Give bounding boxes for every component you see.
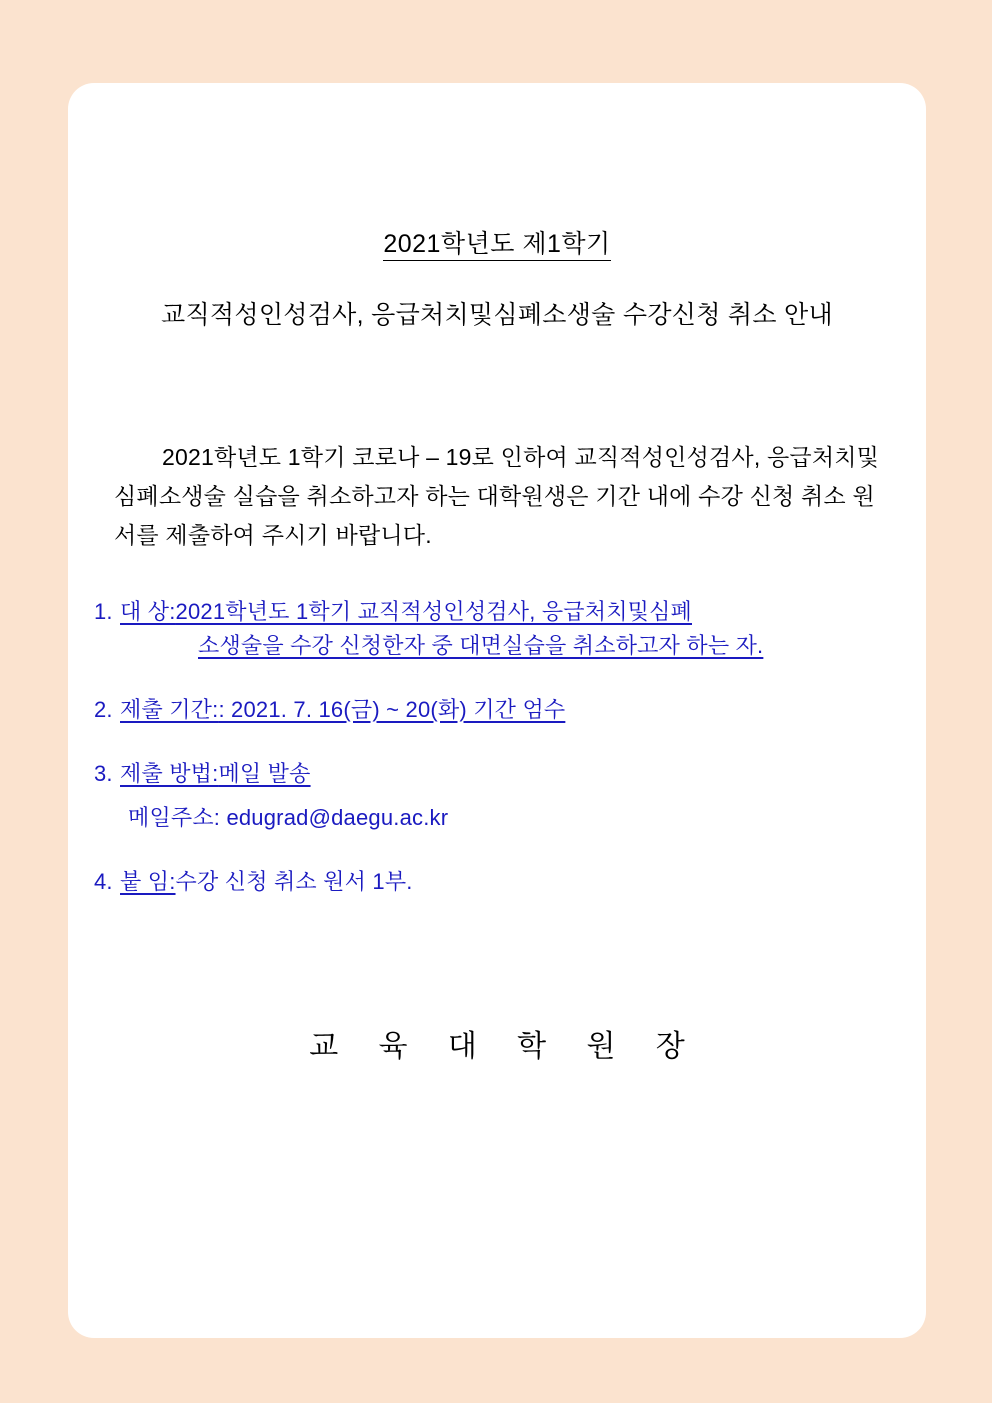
- item-3-mail-label: 메일주소:: [128, 805, 221, 830]
- intro-paragraph-text: 2021학년도 1학기 코로나 – 19로 인하여 교직적성인성검사, 응급처치및심폐소생술 실습을 취소하고자 하는 대학원생은 기간 내에 수강 신청 취소 원서를 제출하여 주시기 바랍니다.: [114, 444, 880, 548]
- document-title-secondary: 교직적성인성검사, 응급처치및심폐소생술 수강신청 취소 안내: [161, 301, 833, 329]
- item-3-value: 메일 발송: [218, 761, 311, 786]
- item-3-label: 제출 방법:: [120, 761, 219, 786]
- item-1-number: 1.: [94, 599, 113, 624]
- item-3-number: 3.: [94, 761, 113, 786]
- document-body: [68, 83, 926, 1338]
- item-3-mail-address[interactable]: edugrad@daegu.ac.kr: [226, 805, 449, 830]
- item-3-mail-line: [128, 801, 914, 835]
- document-title-primary: [68, 224, 926, 260]
- item-2-number: 2.: [94, 697, 113, 722]
- list-item-3: [94, 757, 914, 835]
- item-1-value-continued: 소생술을 수강 신청한자 중 대면실습을 취소하고자 하는 자.: [198, 633, 764, 658]
- item-2-label: 제출 기간:: [120, 697, 219, 722]
- list-item-4: [94, 865, 914, 899]
- item-1-value: 2021학년도 1학기 교직적성인성검사, 응급처치및심폐: [175, 599, 692, 624]
- items-list: [94, 595, 914, 925]
- list-item-1: [94, 595, 914, 663]
- item-4-number: 4.: [94, 869, 113, 894]
- intro-paragraph: [114, 438, 884, 555]
- document-title-primary-text: 2021학년도 제1학기: [383, 230, 610, 261]
- document-page: [68, 83, 926, 1338]
- signature-line: 교 육 대 학 원 장: [309, 1030, 701, 1063]
- item-4-label: 붙 임:: [120, 869, 176, 894]
- item-2-value: : 2021. 7. 16(금) ~ 20(화) 기간 엄수: [218, 697, 566, 722]
- item-1-label: 대 상:: [120, 599, 176, 624]
- list-item-2: [94, 693, 914, 727]
- item-4-value: 수강 신청 취소 원서 1부.: [175, 869, 413, 894]
